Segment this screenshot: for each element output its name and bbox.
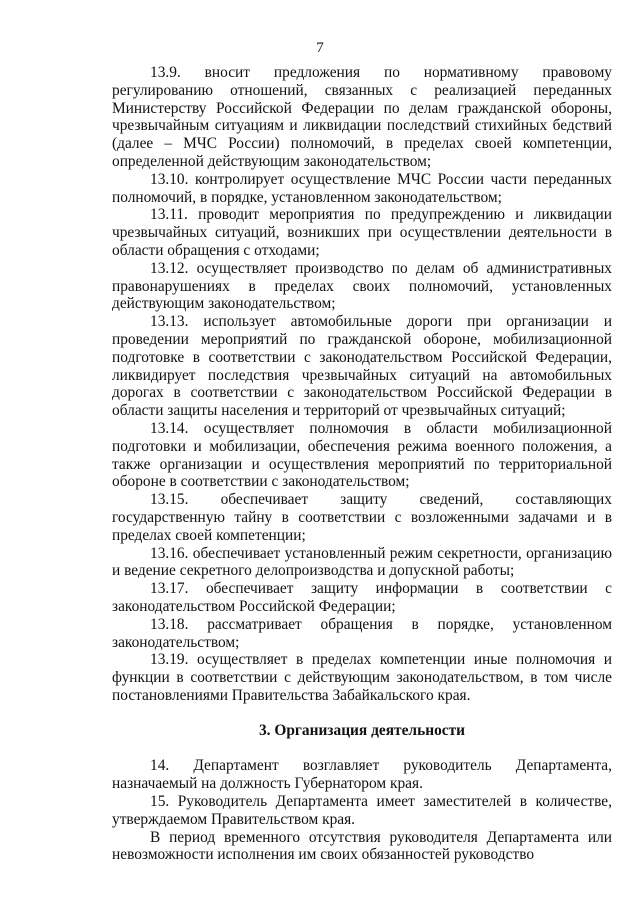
section-heading: 3. Организация деятельности — [258, 721, 466, 739]
paragraph-13-13: 13.13. использует автомобильные дороги при организации и проведении мероприятий по гражданской обороне, мобилизационной подготовке в соответствии с законодательством Российской Федерации, ликвидирует последствия чрезвычайных ситуаций на автомобильных дорогах в соответствии с законодательством Российской Федерации в области защиты населения и территорий от чрезвычайных ситуаций; — [112, 313, 612, 420]
paragraph-13-12: 13.12. осуществляет производство по делам об административных правонарушениях в пределах своих полномочий, установленных действующим законодательством; — [112, 259, 612, 313]
paragraph-13-19: 13.19. осуществляет в пределах компетенции иные полномочия и функции в соответствии с действующим законодательством, в том числе постановлениями Правительства Забайкальского края. — [112, 651, 612, 704]
page-number: 7 — [316, 40, 324, 56]
paragraph-13-14: 13.14. осуществляет полномочия в области мобилизационной подготовки и мобилизации, обеспечения режима военного положения, а также организации и осуществления мероприятий по территориальной обороне в соответствии с законодательством; — [112, 419, 612, 491]
paragraph-13-10: 13.10. контролирует осуществление МЧС России части переданных полномочий, в порядке, установленном законодательством; — [112, 170, 612, 206]
paragraph-13-17: 13.17. обеспечивает защиту информации в соответствии с законодательством Российской Федерации; — [112, 580, 612, 615]
paragraph-13-15: 13.15. обеспечивает защиту сведений, составляющих государственную тайну в соответствии с возложенными задачами и в пределах своей компетенции; — [112, 491, 612, 544]
paragraph-14: 14. Департамент возглавляет руководитель Департамента, назначаемый на должность Губернатором края. — [112, 757, 612, 793]
document-body — [112, 64, 612, 864]
paragraph-13-18: 13.18. рассматривает обращения в порядке, установленном законодательством; — [112, 615, 612, 651]
paragraph-15-continuation: В период временного отсутствия руководителя Департамента или невозможности исполнения им своих обязанностей руководство — [112, 828, 612, 864]
paragraph-13-9: 13.9. вносит предложения по нормативному правовому регулированию отношений, связанных с реализацией переданных Министерству Российской Федерации по делам гражданской обороны, чрезвычайным ситуациям и ликвидации последствий стихийных бедствий (далее – МЧС России) полномочий, в пределах своей компетенции, определенной действующим законодательством; — [112, 64, 612, 170]
paragraph-13-16: 13.16. обеспечивает установленный режим секретности, организацию и ведение секретного делопроизводства и допускной работы; — [112, 544, 612, 580]
paragraph-15: 15. Руководитель Департамента имеет заместителей в количестве, утверждаемом Правительством края. — [112, 793, 612, 828]
paragraph-13-11: 13.11. проводит мероприятия по предупреждению и ликвидации чрезвычайных ситуаций, возникших при осуществлении деятельности в области обращения с отходами; — [112, 206, 612, 259]
